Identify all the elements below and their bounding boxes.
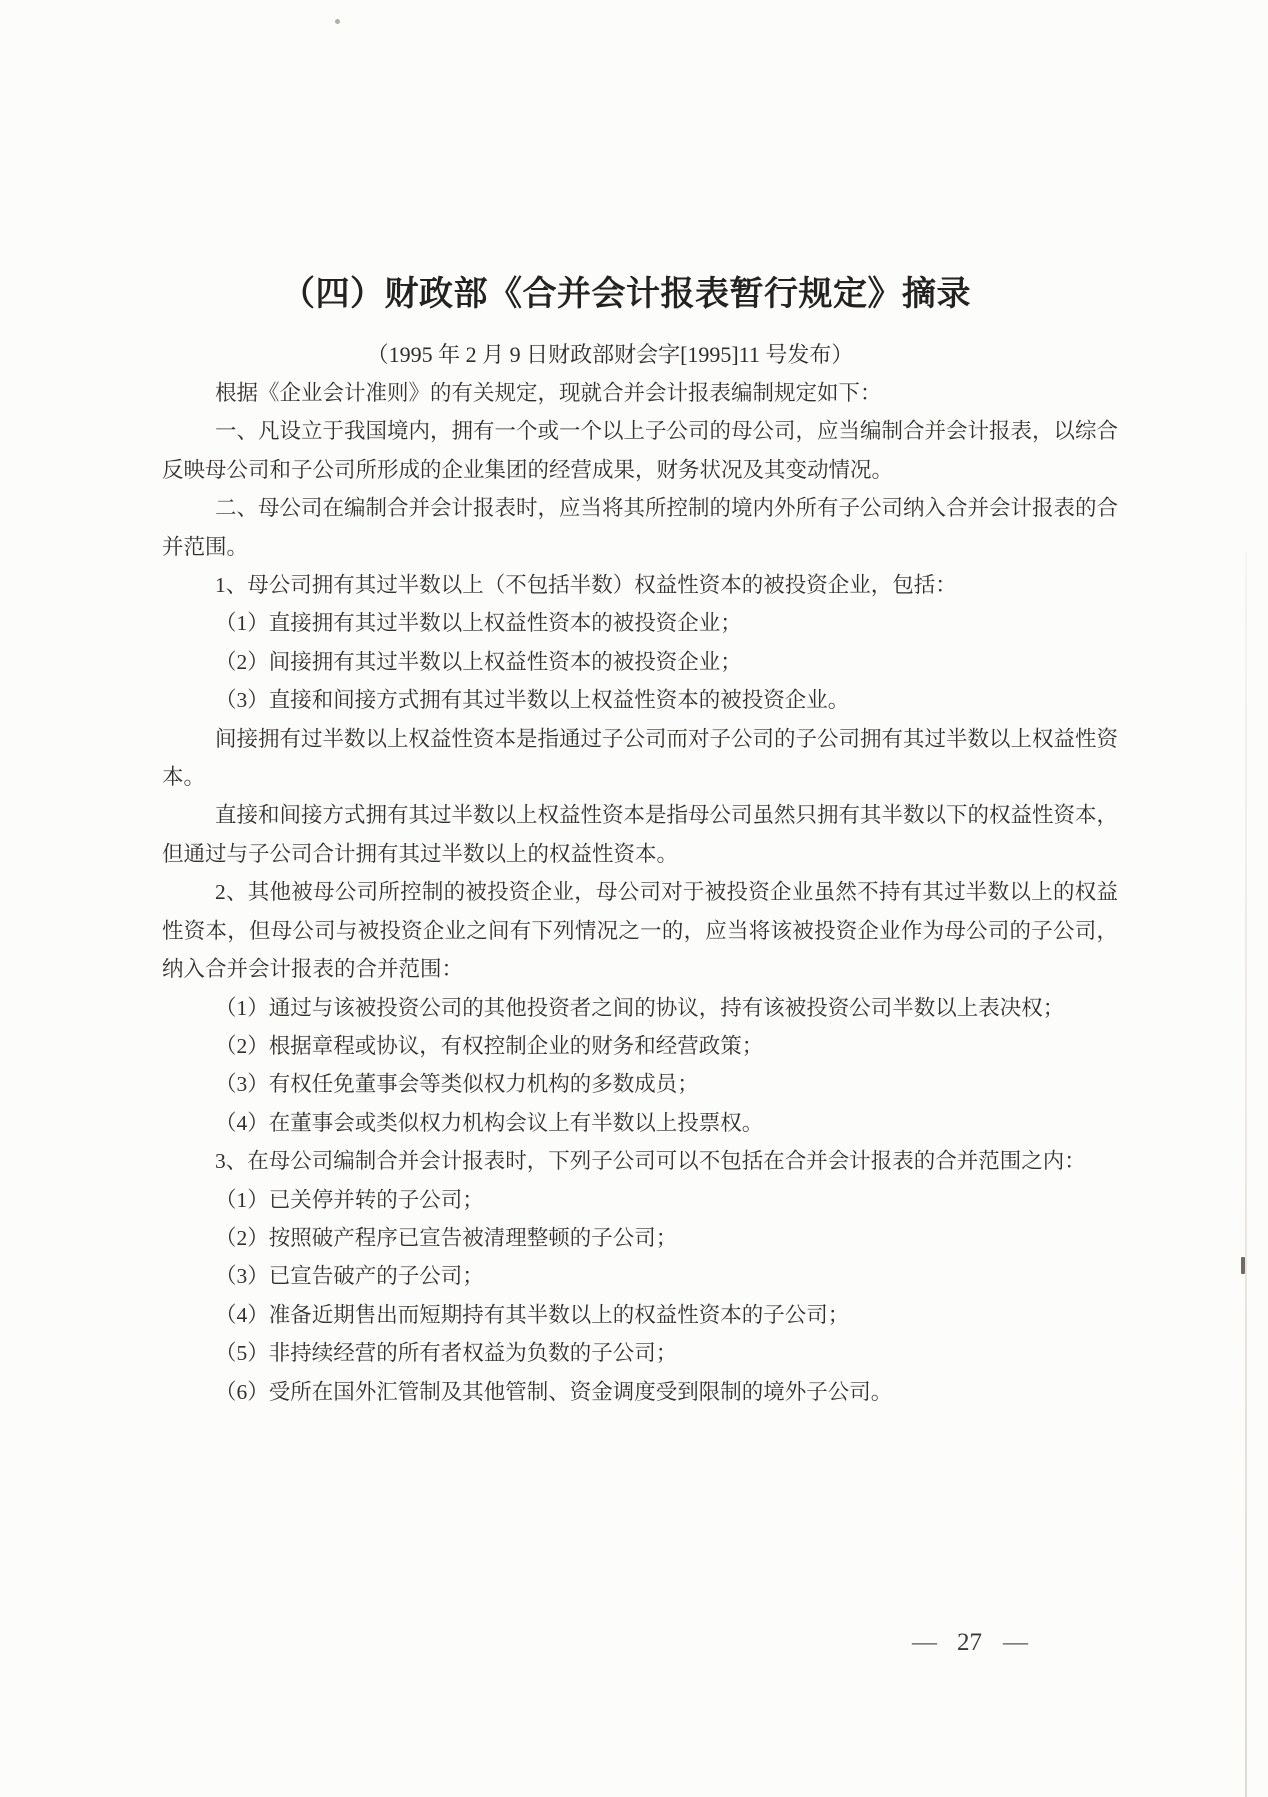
paragraph: 一、凡设立于我国境内，拥有一个或一个以上子公司的母公司，应当编制合并会计报表，以综合反映母公司和子公司所形成的企业集团的经营成果，财务状况及其变动情况。 — [162, 419, 1119, 482]
paragraph: （3）直接和间接方式拥有其过半数以上权益性资本的被投资企业。 — [215, 688, 850, 713]
paragraph: 根据《企业会计准则》的有关规定，现就合并会计报表编制规定如下： — [215, 381, 882, 405]
paragraph: （4）准备近期售出而短期持有其半数以上的权益性资本的子公司； — [215, 1302, 850, 1327]
paragraph: 间接拥有过半数以上权益性资本是指通过子公司而对子公司的子公司拥有其过半数以上权益性资本。 — [162, 726, 1119, 790]
footer-dash-right: — — [1003, 1629, 1027, 1656]
paragraph: （2）根据章程或协议，有权控制企业的财务和经营政策； — [215, 1033, 764, 1058]
paragraph: 二、母公司在编制合并会计报表时，应当将其所控制的境内外所有子公司纳入合并会计报表的合并范围。 — [162, 496, 1119, 559]
paragraph: （1）通过与该被投资公司的其他投资者之间的协议，持有该被投资公司半数以上表决权； — [215, 995, 1065, 1020]
paragraph: 3、在母公司编制合并会计报表时，下列子公司可以不包括在合并会计报表的合并范围之内： — [215, 1149, 1086, 1174]
paragraph: （4）在董事会或类似权力机构会议上有半数以上投票权。 — [215, 1110, 764, 1135]
footer-page-number: 27 — [957, 1629, 982, 1656]
page-title: （四）财政部《合并会计报表暂行规定》摘录 — [281, 275, 971, 313]
page-edge-line — [1245, 552, 1247, 1797]
paragraph: （1）已关停并转的子公司； — [215, 1187, 484, 1212]
paragraph: （5）非持续经营的所有者权益为负数的子公司； — [215, 1341, 678, 1366]
paragraph: 1、母公司拥有其过半数以上（不包括半数）权益性资本的被投资企业，包括： — [215, 573, 957, 598]
scan-speck — [335, 19, 340, 24]
paragraph: （1）直接拥有其过半数以上权益性资本的被投资企业； — [215, 611, 742, 636]
document-body — [162, 374, 1118, 1411]
paragraph: 2、其他被母公司所控制的被投资企业，母公司对于被投资企业虽然不持有其过半数以上的权益性资本，但母公司与被投资企业之间有下列情况之一的，应当将该被投资企业作为母公司的子公司，纳入合并会计报表的合并范围： — [162, 880, 1118, 982]
page-edge-tick-mark — [1241, 1257, 1245, 1274]
document-subtitle: （1995 年 2 月 9 日财政部财会字[1995]11 号发布） — [366, 342, 854, 367]
page-footer — [912, 1628, 1027, 1658]
paragraph: 直接和间接方式拥有其过半数以上权益性资本是指母公司虽然只拥有其半数以下的权益性资本，但通过与子公司合计拥有其过半数以上的权益性资本。 — [162, 803, 1119, 866]
paragraph: （2）按照破产程序已宣告被清理整顿的子公司； — [215, 1225, 678, 1250]
paragraph: （6）受所在国外汇管制及其他管制、资金调度受到限制的境外子公司。 — [215, 1379, 893, 1404]
paragraph: （3）有权任免董事会等类似权力机构的多数成员； — [215, 1072, 699, 1097]
footer-dash-left: — — [912, 1629, 936, 1656]
paragraph: （3）已宣告破产的子公司； — [215, 1264, 484, 1289]
paragraph: （2）间接拥有其过半数以上权益性资本的被投资企业； — [215, 649, 742, 674]
